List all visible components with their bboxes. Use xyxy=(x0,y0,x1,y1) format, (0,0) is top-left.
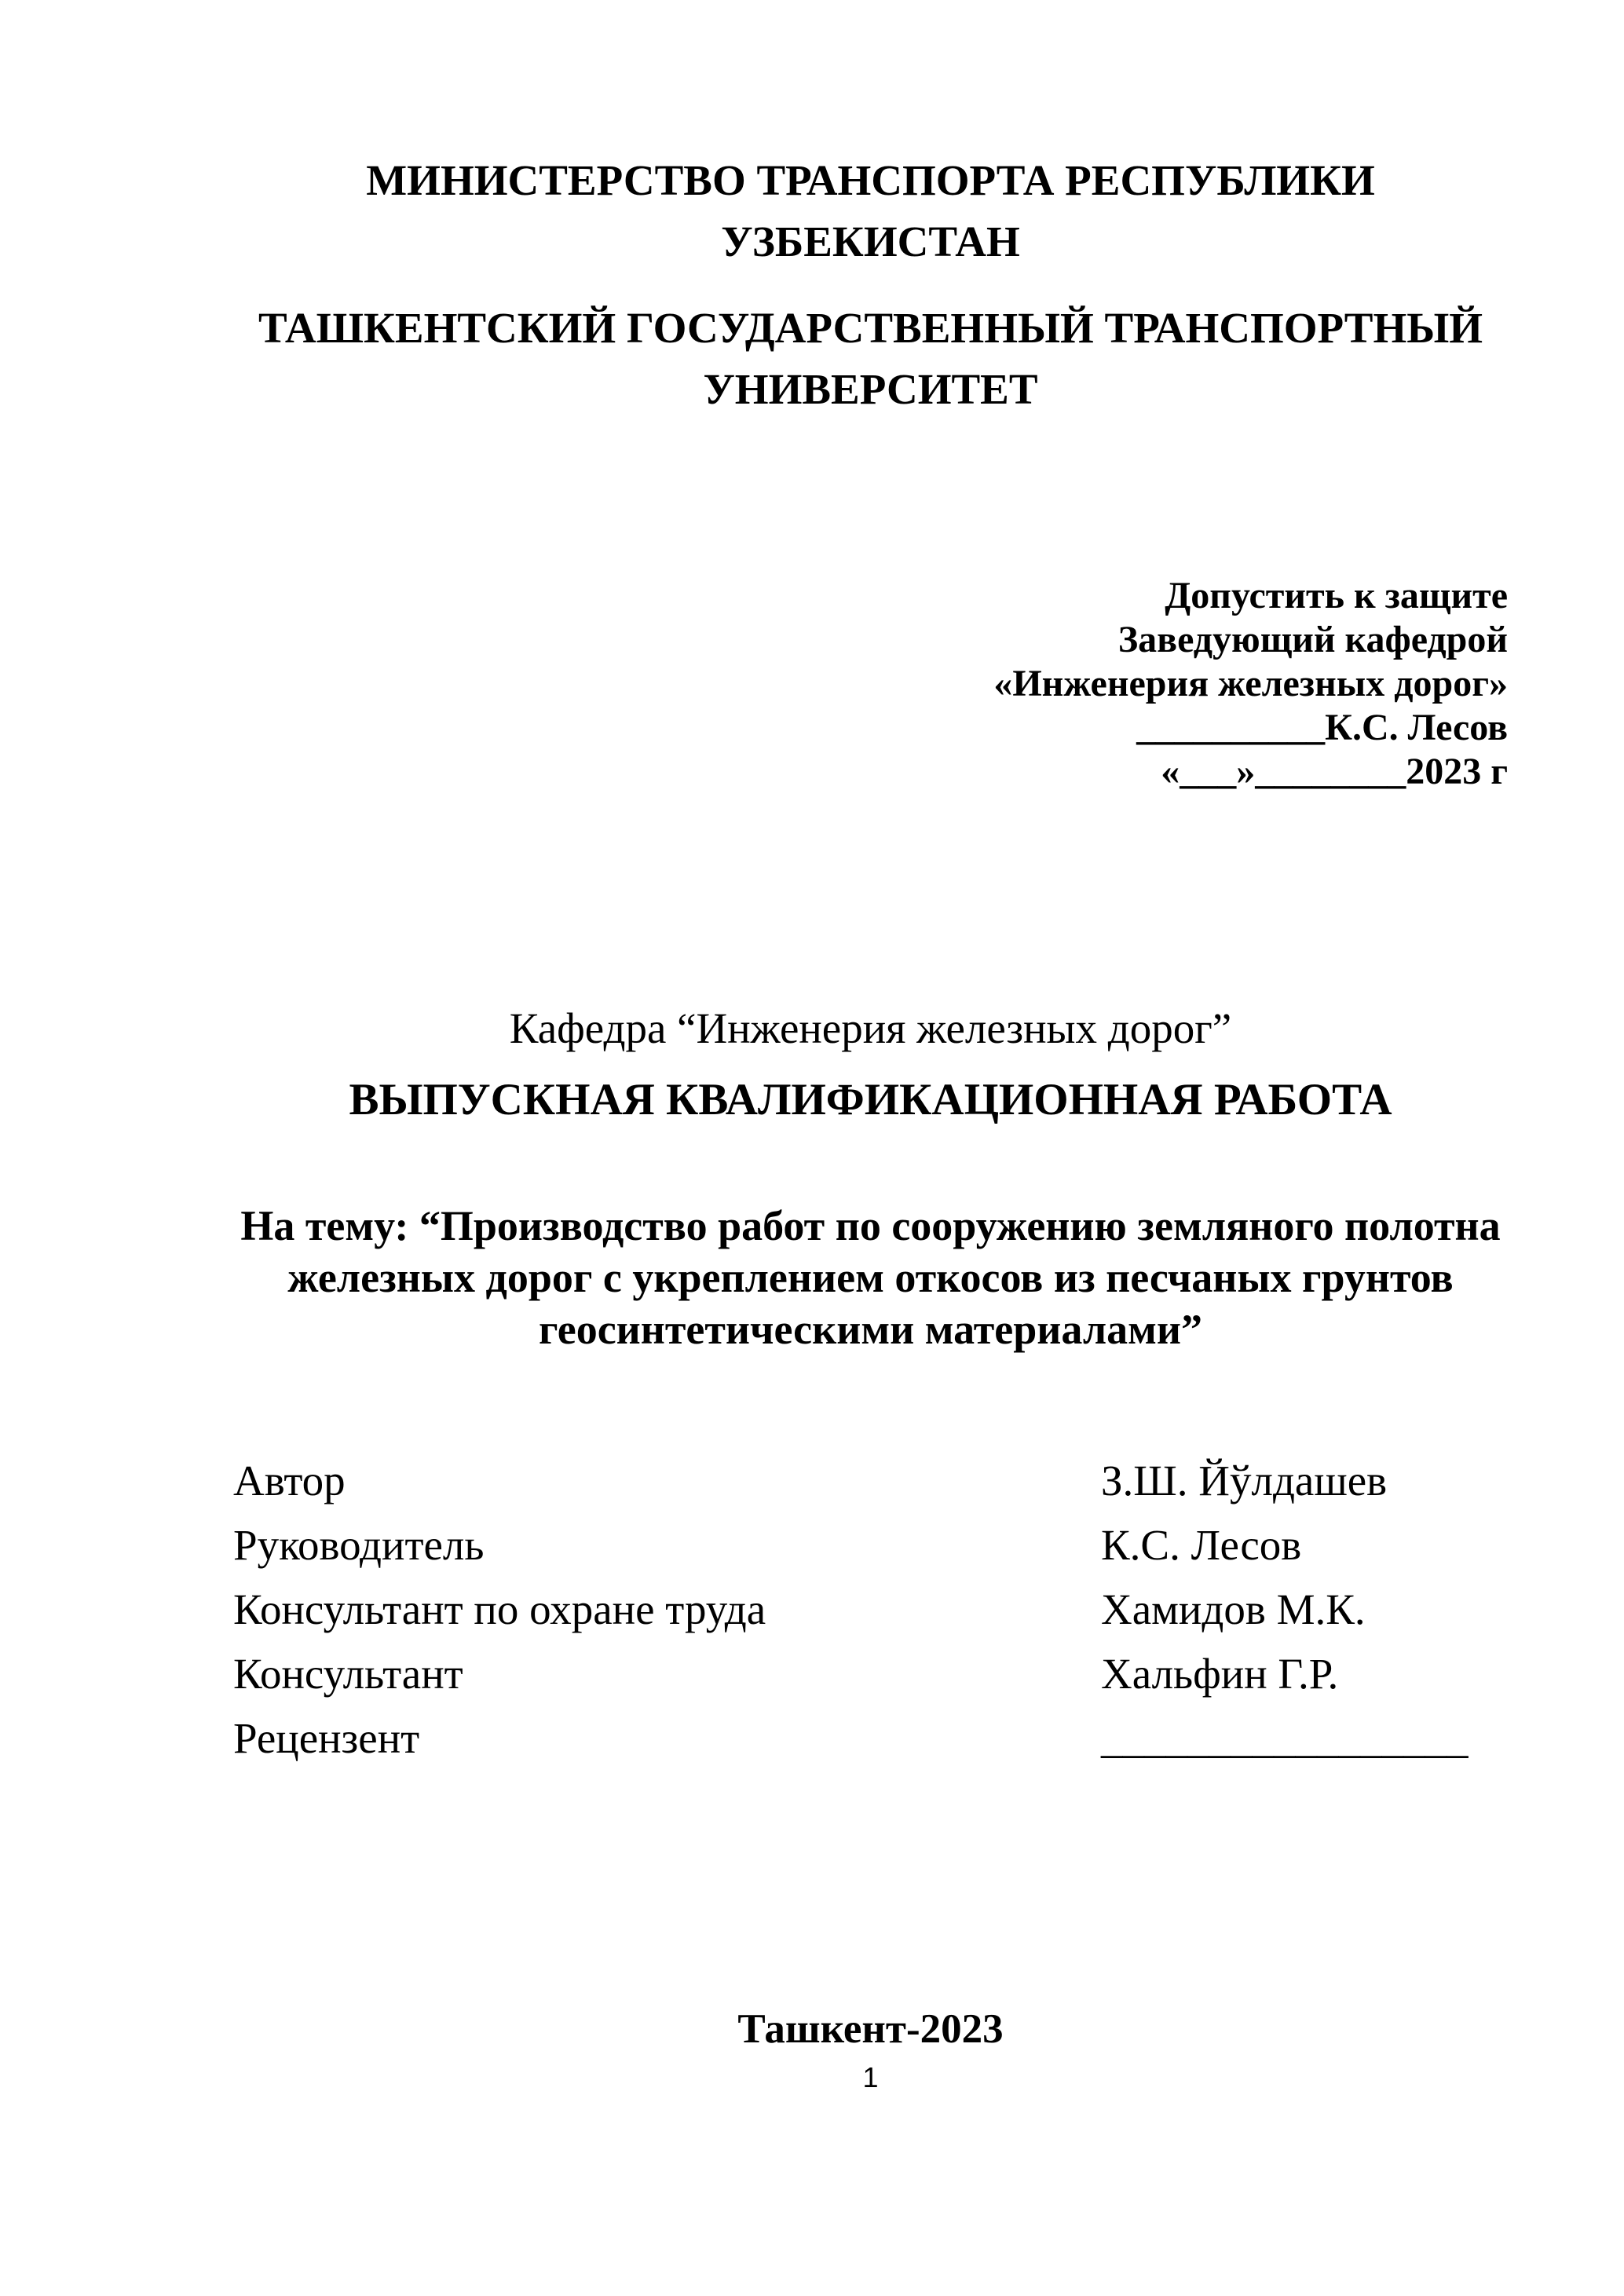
role-row-safety-consultant xyxy=(233,1578,1508,1642)
approval-department: «Инженерия железных дорог» xyxy=(993,663,1508,704)
role-value: Хальфин Г.Р. xyxy=(1101,1650,1339,1698)
approval-signature-line: __________К.С. Лесов xyxy=(1136,707,1508,748)
topic-line-2: железных дорог с укреплением откосов из песчаных грунтов xyxy=(287,1254,1454,1301)
role-label: Рецензент xyxy=(233,1714,420,1762)
approval-line-1: Допустить к защите xyxy=(1165,575,1508,616)
role-label: Руководитель xyxy=(233,1521,485,1569)
role-row-consultant xyxy=(233,1642,1508,1706)
role-value: Хамидов М.К. xyxy=(1101,1585,1366,1633)
ministry-header xyxy=(233,150,1508,420)
topic-block xyxy=(233,1200,1508,1355)
work-type-title: ВЫПУСКНАЯ КВАЛИФИКАЦИОННАЯ РАБОТА xyxy=(349,1075,1392,1124)
approval-block xyxy=(233,574,1508,794)
role-row-supervisor xyxy=(233,1513,1508,1578)
role-value: З.Ш. Йўлдашев xyxy=(1101,1457,1388,1504)
role-label: Автор xyxy=(233,1457,346,1504)
signatories-list xyxy=(233,1449,1508,1771)
university-line-1: ТАШКЕНТСКИЙ ГОСУДАРСТВЕННЫЙ ТРАНСПОРТНЫЙ xyxy=(258,304,1483,352)
department-line: Кафедра “Инженерия железных дорог” xyxy=(509,1004,1232,1052)
city-year: Ташкент-2023 xyxy=(737,2006,1004,2052)
approval-date-line: «___»________2023 г xyxy=(1161,751,1508,792)
topic-line-1: На тему: “Производство работ по сооружению земляного полотна xyxy=(240,1202,1501,1249)
ministry-line-2: УЗБЕКИСТАН xyxy=(721,218,1020,265)
role-value: К.С. Лесов xyxy=(1101,1521,1302,1569)
role-label: Консультант по охране труда xyxy=(233,1585,766,1633)
page-number: 1 xyxy=(862,2061,879,2093)
approval-line-2: Заведующий кафедрой xyxy=(1117,619,1508,660)
topic-line-3: геосинтетическими материалами” xyxy=(538,1306,1203,1353)
role-row-reviewer xyxy=(233,1706,1508,1771)
role-label: Консультант xyxy=(233,1650,463,1698)
university-line-2: УНИВЕРСИТЕТ xyxy=(703,365,1038,413)
reviewer-signature-line: _________________ xyxy=(1101,1714,1469,1762)
ministry-line-1: МИНИСТЕРСТВО ТРАНСПОРТА РЕСПУБЛИКИ xyxy=(366,156,1375,204)
role-row-author xyxy=(233,1449,1508,1513)
